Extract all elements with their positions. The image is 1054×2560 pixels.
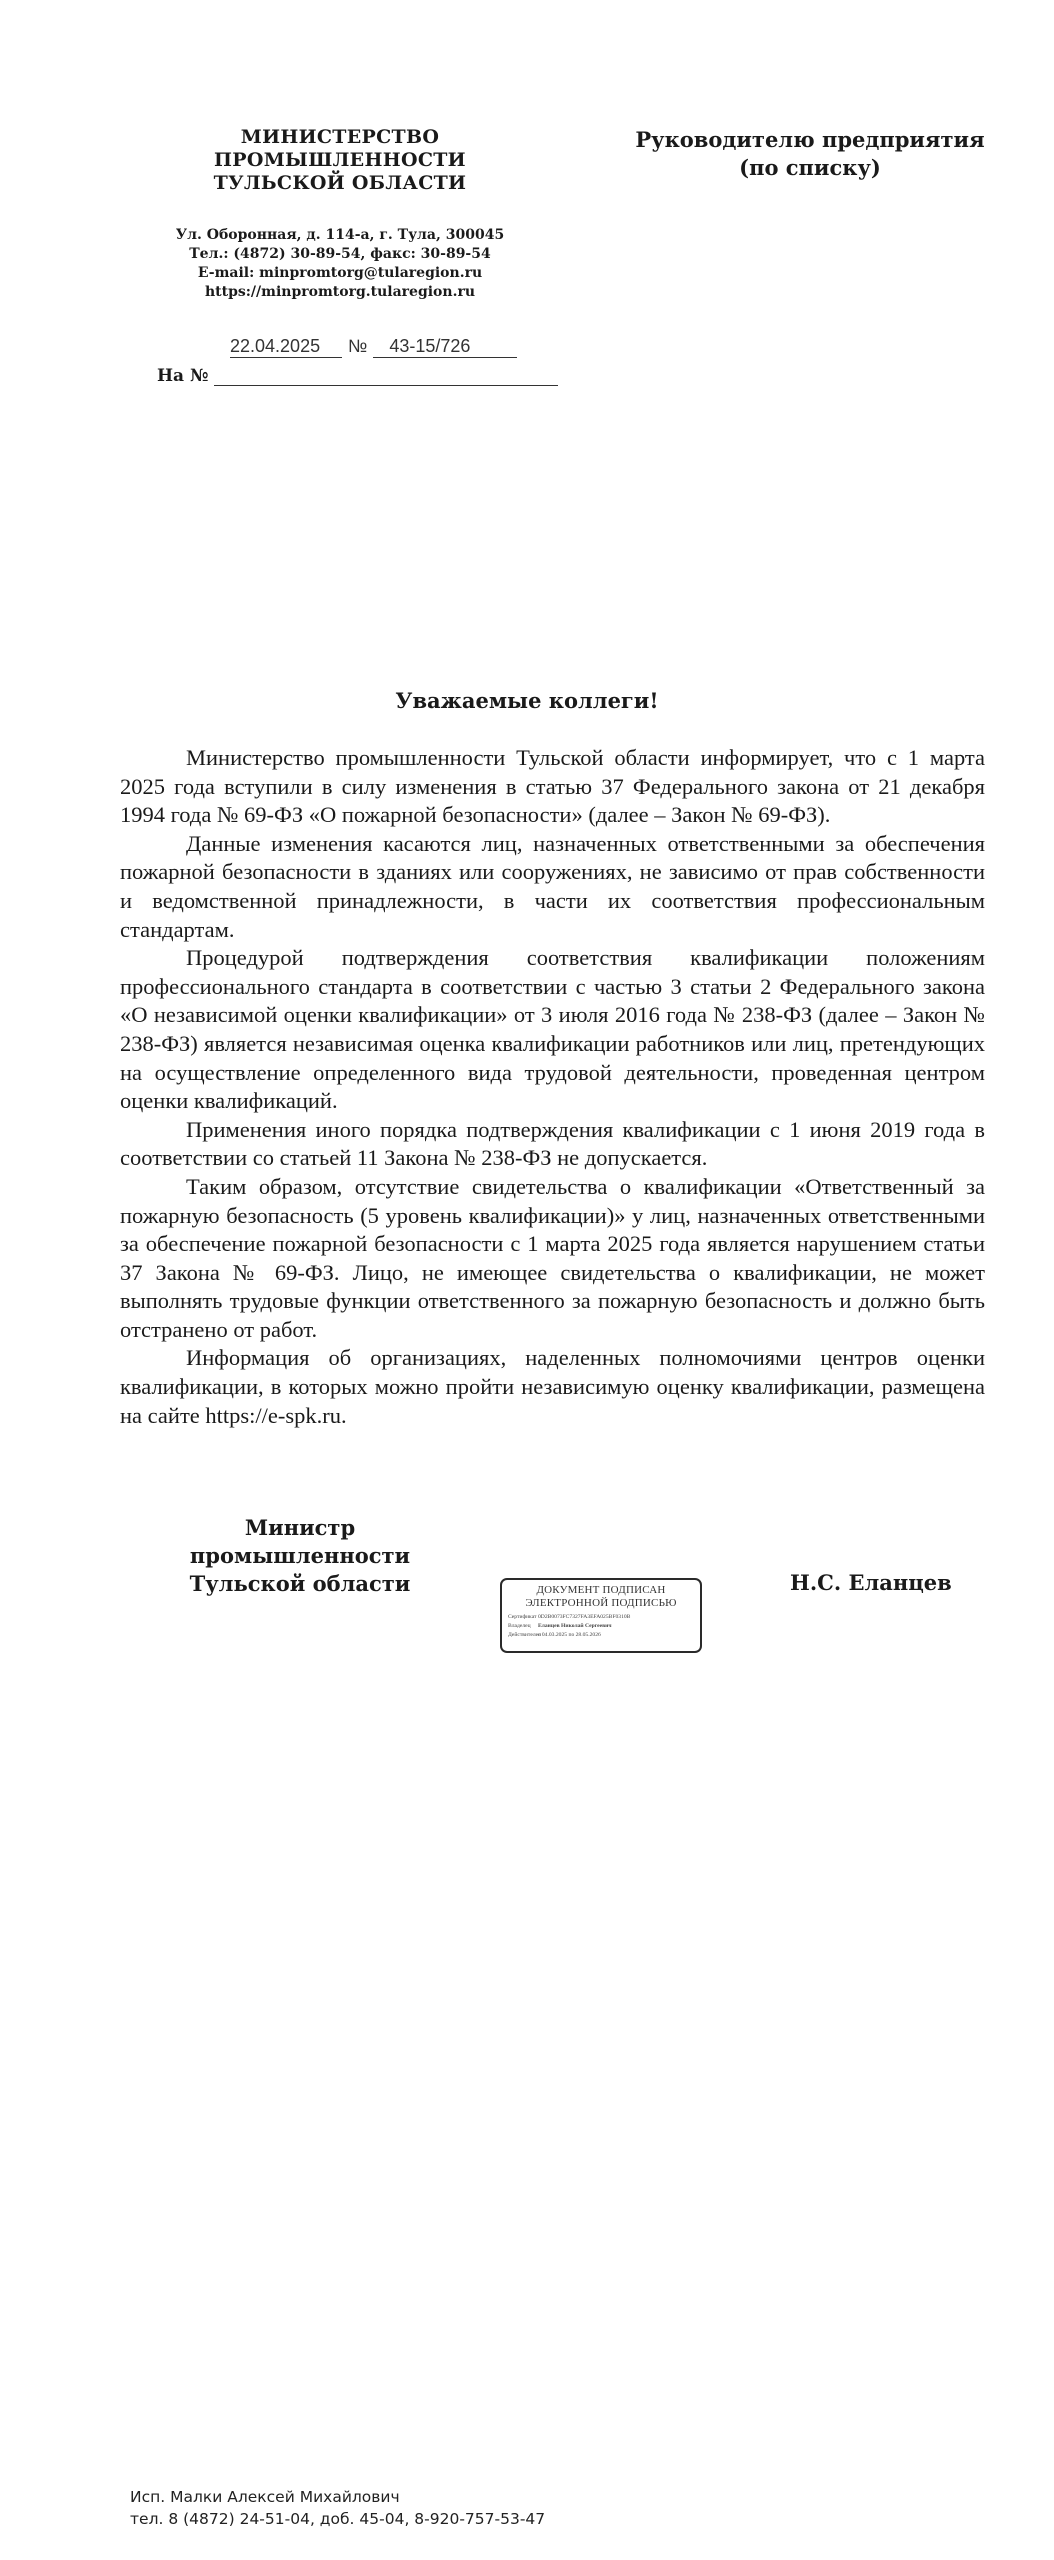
signatory-title-line: Тульской области: [189, 1571, 411, 1596]
registration-line: [230, 336, 517, 358]
signatory-title-line: Министр: [244, 1515, 356, 1540]
sender-website: https://minpromtorg.tularegion.ru: [204, 284, 476, 300]
registration-number-label: №: [348, 336, 368, 356]
stamp-cert-label: Сертификат: [508, 1614, 537, 1620]
greeting: Уважаемые коллеги!: [395, 688, 659, 713]
stamp-owner-row: [508, 1622, 694, 1631]
sender-address: Ул. Оборонная, д. 114-а, г. Тула, 300045: [175, 227, 505, 243]
sender-email: E-mail: minpromtorg@tularegion.ru: [197, 265, 483, 281]
stamp-title-line: ДОКУМЕНТ ПОДПИСАН: [536, 1584, 666, 1596]
sender-ministry-name: [150, 126, 530, 195]
executor-phone: тел. 8 (4872) 24-51-04, доб. 45-04, 8-920-757-53-47: [130, 2510, 546, 2528]
registration-number: 43-15/726: [373, 336, 517, 358]
stamp-title-line: ЭЛЕКТРОННОЙ ПОДПИСЬЮ: [525, 1597, 677, 1609]
ministry-line: МИНИСТЕРСТВО: [240, 126, 440, 148]
recipient-block: [620, 126, 1000, 182]
ministry-line: ПРОМЫШЛЕННОСТИ: [214, 149, 466, 171]
stamp-certificate-row: [508, 1613, 694, 1622]
signatory-title: [170, 1514, 430, 1598]
body-paragraph: Данные изменения касаются лиц, назначенных ответственными за обеспечения пожарной безопасности в зданиях или сооружениях, не зависимо от прав собственности и ведомственной принадлежности, в части их соответствия профессиональным стандартам.: [120, 830, 985, 942]
signatory-title-line: промышленности: [189, 1543, 411, 1568]
electronic-signature-stamp: [500, 1578, 702, 1653]
stamp-owner-value: Еланцев Николай Сергеевич: [538, 1623, 612, 1629]
body-paragraph: Применения иного порядка подтверждения квалификации с 1 июня 2019 года в соответствии со статьей 11 Закона № 238-ФЗ не допускается.: [120, 1116, 985, 1171]
ministry-line: ТУЛЬСКОЙ ОБЛАСТИ: [213, 172, 467, 194]
body-paragraph: Информация об организациях, наделенных полномочиями центров оценки квалификации, в которых можно пройти независимую оценку квалификации, размещена на сайте https://e-spk.ru.: [120, 1345, 985, 1428]
sender-phone: Тел.: (4872) 30-89-54, факс: 30-89-54: [189, 246, 491, 262]
recipient-line: Руководителю предприятия: [635, 127, 985, 152]
reference-line: [157, 366, 558, 386]
body-paragraph: Таким образом, отсутствие свидетельства о квалификации «Ответственный за пожарную безопасность (5 уровень квалификации)» у лиц, назначенных ответственными за обеспечение пожарной безопасности с 1 марта 2025 года является нарушением статьи 37 Закона № 69-ФЗ. Лицо, не имеющее свидетельства о квалификации, не может выполнять трудовые функции ответственного за пожарную безопасность и должно быть отстранено от работ.: [120, 1173, 985, 1342]
stamp-valid-value: с 04.03.2025 по 28.05.2026: [538, 1632, 601, 1638]
sender-contacts: [150, 226, 530, 302]
letter-body: [120, 744, 985, 1430]
body-paragraph: Министерство промышленности Тульской области информирует, что с 1 марта 2025 года вступили в силу изменения в статью 37 Федерального закона от 21 декабря 1994 года № 69-ФЗ «О пожарной безопасности» (далее – Закон № 69-ФЗ).: [120, 745, 985, 828]
recipient-line: (по списку): [739, 155, 881, 180]
reference-label: На №: [157, 366, 209, 386]
stamp-cert-value: 0D2B0073FC7327FA3EFA025BF0310B: [538, 1614, 631, 1620]
reference-blank: [214, 369, 558, 386]
stamp-owner-label: Владелец: [508, 1623, 531, 1629]
registration-date: 22.04.2025: [230, 336, 342, 358]
stamp-valid-label: Действителен: [508, 1632, 542, 1638]
executor-info: [130, 2486, 545, 2530]
signatory-name: Н.С. Еланцев: [790, 1570, 952, 1595]
stamp-validity-row: [508, 1631, 694, 1640]
executor-name: Исп. Малки Алексей Михайлович: [130, 2488, 400, 2506]
body-paragraph: Процедурой подтверждения соответствия квалификации положениям профессионального стандарта в соответствии с частью 3 статьи 2 Федерального закона «О независимой оценки квалификации» от 3 июля 2016 года № 238-ФЗ (далее – Закон № 238-ФЗ) является независимая оценка квалификации работников или лиц, претендующих на осуществление определенного вида трудовой деятельности, проведенная центром оценки квалификаций.: [120, 945, 985, 1114]
